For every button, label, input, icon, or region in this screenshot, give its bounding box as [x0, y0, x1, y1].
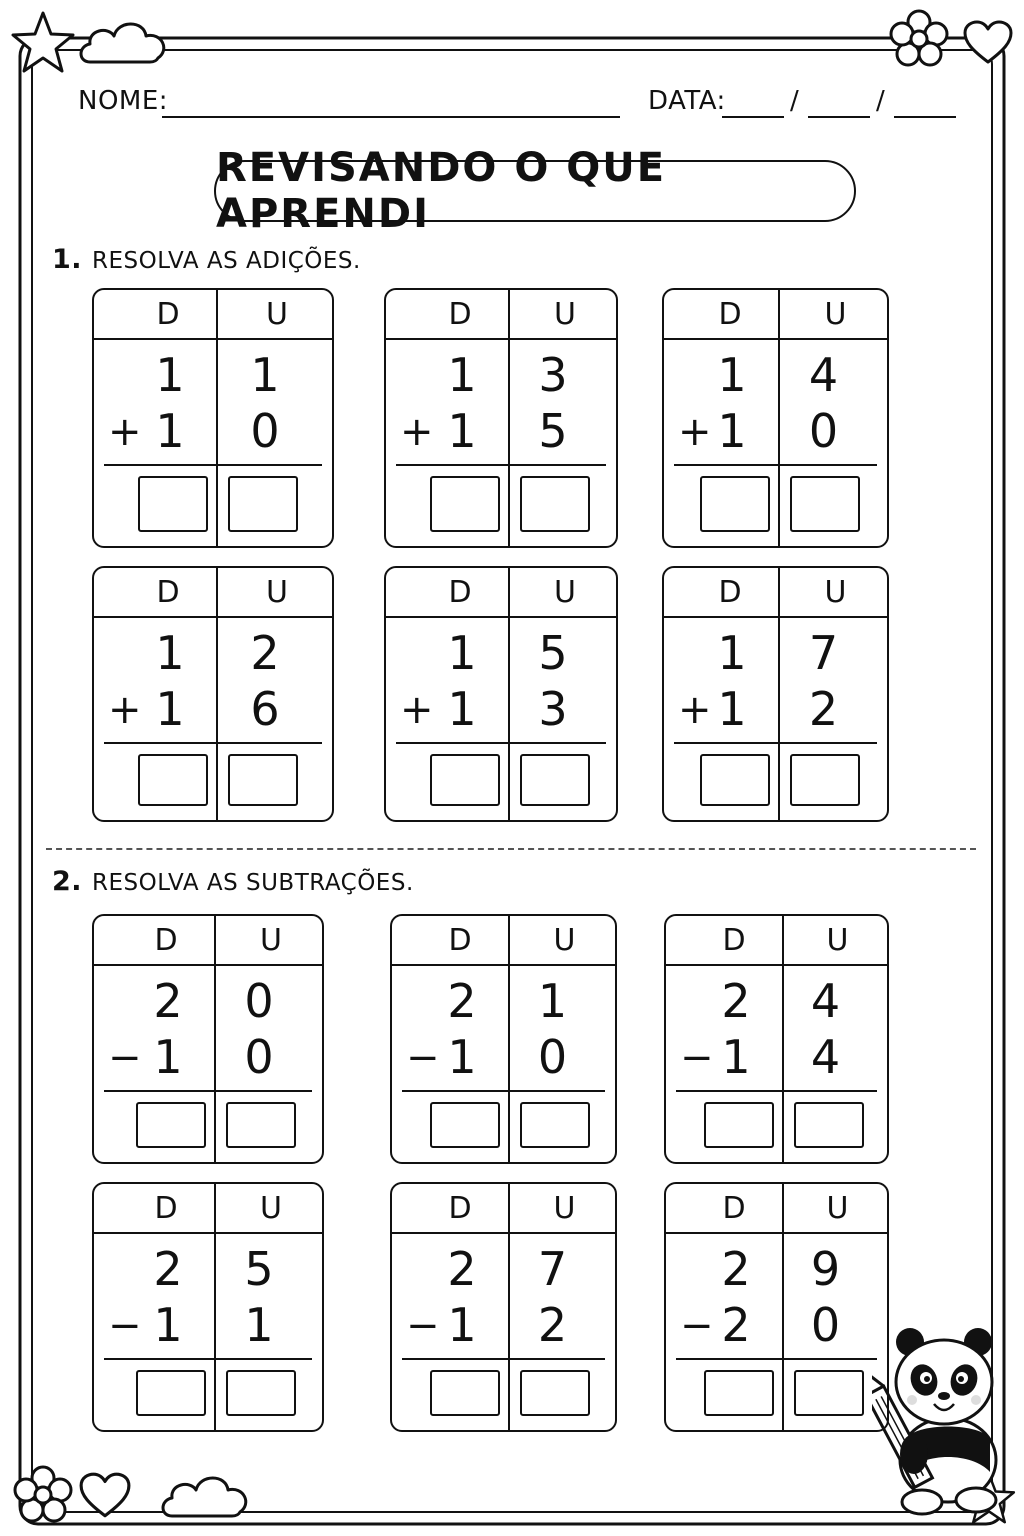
column-header-units: U	[260, 923, 282, 958]
sum-line	[396, 742, 606, 744]
top-digit-tens: 2	[447, 974, 477, 1028]
problem-box	[390, 914, 617, 1164]
answer-box-units[interactable]	[228, 754, 298, 806]
bottom-digit-units: 0	[244, 1030, 274, 1084]
top-digit-units: 4	[808, 348, 839, 402]
bottom-digit-tens: 2	[721, 1298, 751, 1352]
top-digit-units: 1	[537, 974, 568, 1028]
top-digit-tens: 2	[721, 1242, 751, 1296]
answer-box-units[interactable]	[794, 1102, 864, 1148]
operator-sign: +	[400, 409, 434, 455]
top-digit-tens: 1	[155, 348, 185, 402]
answer-box-units[interactable]	[790, 754, 860, 806]
problem-box	[92, 1182, 324, 1432]
problem-box	[384, 288, 618, 548]
header-divider	[392, 1232, 615, 1234]
answer-box-tens[interactable]	[138, 754, 208, 806]
problem-box	[92, 566, 334, 822]
bottom-digit-units: 0	[537, 1030, 568, 1084]
top-digit-tens: 1	[155, 626, 185, 680]
column-header-units: U	[826, 923, 849, 958]
top-digit-tens: 2	[447, 1242, 477, 1296]
column-header-units: U	[260, 1191, 282, 1226]
column-header-tens: D	[154, 1191, 178, 1226]
operator-sign: −	[406, 1035, 440, 1081]
answer-box-units[interactable]	[520, 1102, 590, 1148]
column-header-units: U	[553, 923, 576, 958]
column-header-tens: D	[718, 575, 742, 610]
section-heading	[52, 244, 361, 275]
top-digit-units: 7	[537, 1242, 568, 1296]
header-divider	[392, 964, 615, 966]
top-digit-units: 2	[250, 626, 280, 680]
bottom-digit-units: 0	[810, 1298, 841, 1352]
date-day-field[interactable]	[722, 116, 784, 118]
bottom-digit-tens: 1	[717, 404, 747, 458]
column-header-tens: D	[718, 297, 742, 332]
column-header-tens: D	[448, 575, 472, 610]
problem-box	[662, 566, 889, 822]
header-divider	[666, 1232, 887, 1234]
header-divider	[664, 616, 887, 618]
top-digit-tens: 1	[447, 626, 477, 680]
header-divider	[94, 616, 332, 618]
section-instruction: RESOLVA AS ADIÇÕES.	[92, 248, 361, 274]
header-divider	[386, 616, 616, 618]
sum-line	[104, 464, 322, 466]
bottom-digit-units: 0	[250, 404, 280, 458]
operator-sign: +	[400, 687, 434, 733]
problem-box	[390, 1182, 617, 1432]
name-label: NOME:	[78, 86, 169, 116]
answer-box-tens[interactable]	[704, 1102, 774, 1148]
column-header-tens: D	[154, 923, 178, 958]
bottom-digit-units: 5	[538, 404, 568, 458]
answer-box-units[interactable]	[226, 1370, 296, 1416]
answer-box-tens[interactable]	[136, 1370, 206, 1416]
column-header-tens: D	[156, 297, 180, 332]
column-header-tens: D	[448, 923, 472, 958]
top-digit-units: 9	[810, 1242, 841, 1296]
top-digit-units: 7	[808, 626, 839, 680]
bottom-digit-tens: 1	[717, 682, 747, 736]
answer-box-tens[interactable]	[430, 754, 500, 806]
section-divider	[46, 848, 976, 850]
column-header-units: U	[826, 1191, 849, 1226]
sum-line	[674, 742, 877, 744]
sum-line	[674, 464, 877, 466]
operator-sign: −	[680, 1303, 714, 1349]
answer-box-tens[interactable]	[700, 476, 770, 532]
column-header-units: U	[554, 575, 576, 610]
answer-box-units[interactable]	[226, 1102, 296, 1148]
column-header-tens: D	[156, 575, 180, 610]
section-instruction: RESOLVA AS SUBTRAÇÕES.	[92, 870, 414, 896]
bottom-digit-tens: 1	[447, 682, 477, 736]
bottom-digit-tens: 1	[447, 1298, 477, 1352]
top-digit-units: 4	[810, 974, 841, 1028]
top-digit-units: 5	[244, 1242, 274, 1296]
top-digit-units: 3	[538, 348, 568, 402]
answer-box-units[interactable]	[794, 1370, 864, 1416]
column-header-units: U	[824, 575, 847, 610]
header-divider	[94, 964, 322, 966]
bottom-digit-units: 0	[808, 404, 839, 458]
answer-box-units[interactable]	[228, 476, 298, 532]
answer-box-units[interactable]	[790, 476, 860, 532]
bottom-digit-units: 2	[537, 1298, 568, 1352]
operator-sign: +	[678, 409, 712, 455]
bottom-digit-units: 4	[810, 1030, 841, 1084]
top-digit-tens: 1	[447, 348, 477, 402]
name-field[interactable]	[162, 116, 620, 118]
header-divider	[666, 964, 887, 966]
bottom-digit-units: 1	[244, 1298, 274, 1352]
top-digit-tens: 1	[717, 348, 747, 402]
header-divider	[94, 1232, 322, 1234]
sum-line	[396, 464, 606, 466]
column-header-tens: D	[722, 1191, 746, 1226]
star-icon	[8, 8, 78, 78]
bottom-digit-tens: 1	[721, 1030, 751, 1084]
operator-sign: −	[108, 1303, 142, 1349]
answer-box-tens[interactable]	[430, 1370, 500, 1416]
answer-box-tens[interactable]	[138, 476, 208, 532]
problem-box	[664, 914, 889, 1164]
header-divider	[386, 338, 616, 340]
column-header-units: U	[824, 297, 847, 332]
date-month-field[interactable]	[808, 116, 870, 118]
column-header-tens: D	[722, 923, 746, 958]
header-divider	[94, 338, 332, 340]
bottom-digit-tens: 1	[155, 404, 185, 458]
top-digit-tens: 2	[153, 1242, 183, 1296]
answer-box-tens[interactable]	[700, 754, 770, 806]
answer-box-tens[interactable]	[430, 1102, 500, 1148]
bottom-digit-units: 2	[808, 682, 839, 736]
sum-line	[104, 1358, 312, 1360]
sum-line	[676, 1090, 877, 1092]
heart-icon	[962, 20, 1014, 66]
date-label: DATA:	[648, 86, 726, 116]
top-digit-units: 5	[538, 626, 568, 680]
answer-box-tens[interactable]	[136, 1102, 206, 1148]
answer-box-units[interactable]	[520, 754, 590, 806]
sum-line	[676, 1358, 877, 1360]
section-number: 2.	[52, 866, 83, 897]
answer-box-tens[interactable]	[704, 1370, 774, 1416]
bottom-digit-tens: 1	[447, 404, 477, 458]
answer-box-units[interactable]	[520, 1370, 590, 1416]
section-number: 1.	[52, 244, 83, 275]
column-header-units: U	[266, 297, 288, 332]
top-digit-tens: 2	[153, 974, 183, 1028]
sum-line	[402, 1090, 605, 1092]
cloud-icon	[76, 14, 172, 70]
answer-box-tens[interactable]	[430, 476, 500, 532]
sum-line	[402, 1358, 605, 1360]
flower-icon	[12, 1464, 74, 1526]
sum-line	[104, 742, 322, 744]
date-separator: /	[790, 86, 800, 116]
column-header-units: U	[266, 575, 288, 610]
operator-sign: +	[108, 409, 142, 455]
bottom-digit-tens: 1	[153, 1030, 183, 1084]
top-digit-units: 1	[250, 348, 280, 402]
problem-box	[92, 914, 324, 1164]
header-divider	[664, 338, 887, 340]
column-header-tens: D	[448, 1191, 472, 1226]
flower-icon	[888, 8, 950, 70]
top-digit-tens: 2	[721, 974, 751, 1028]
bottom-digit-tens: 1	[153, 1298, 183, 1352]
section-heading	[52, 866, 414, 897]
bottom-digit-units: 6	[250, 682, 280, 736]
bottom-digit-tens: 1	[155, 682, 185, 736]
cloud-icon	[158, 1468, 254, 1524]
column-header-tens: D	[448, 297, 472, 332]
operator-sign: −	[406, 1303, 440, 1349]
answer-box-units[interactable]	[520, 476, 590, 532]
bottom-digit-units: 3	[538, 682, 568, 736]
operator-sign: +	[678, 687, 712, 733]
operator-sign: +	[108, 687, 142, 733]
top-digit-tens: 1	[717, 626, 747, 680]
operator-sign: −	[108, 1035, 142, 1081]
column-header-units: U	[554, 297, 576, 332]
sum-line	[104, 1090, 312, 1092]
problem-box	[662, 288, 889, 548]
date-year-field[interactable]	[894, 116, 956, 118]
top-digit-units: 0	[244, 974, 274, 1028]
panda-with-pencil-icon	[872, 1322, 1014, 1518]
page-title: REVISANDO O QUE APRENDI	[214, 160, 856, 222]
problem-box	[384, 566, 618, 822]
column-header-units: U	[553, 1191, 576, 1226]
problem-box	[92, 288, 334, 548]
operator-sign: −	[680, 1035, 714, 1081]
bottom-digit-tens: 1	[447, 1030, 477, 1084]
problem-box	[664, 1182, 889, 1432]
date-separator: /	[876, 86, 886, 116]
heart-icon	[78, 1472, 132, 1520]
